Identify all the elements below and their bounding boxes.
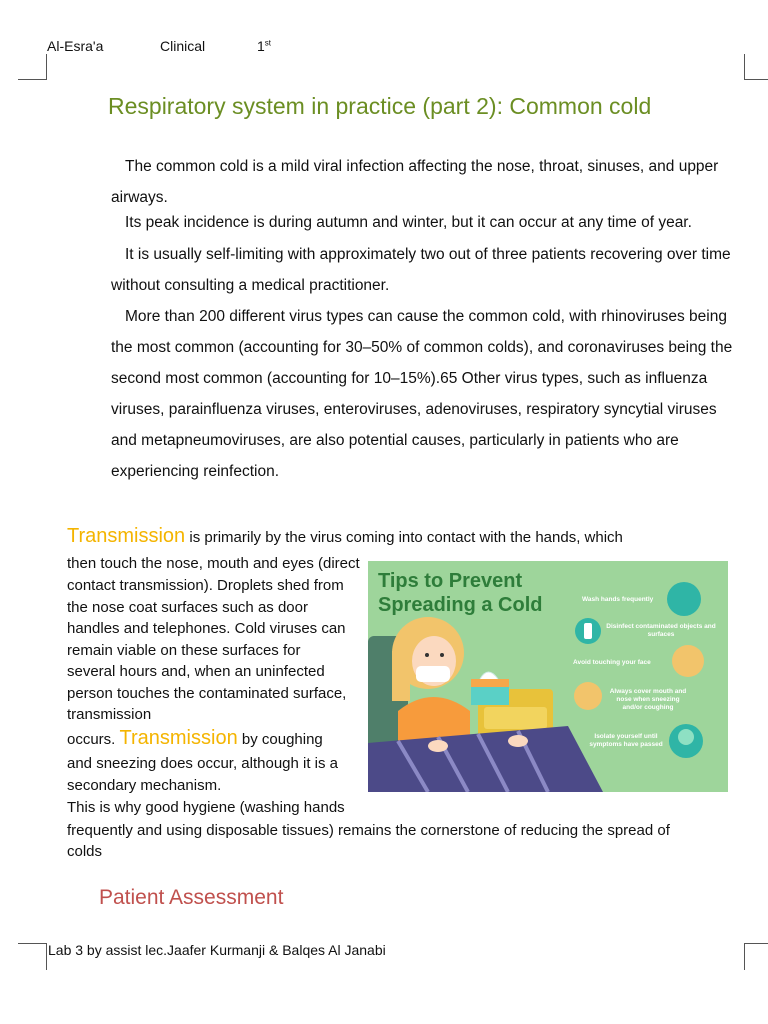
- hygiene-line-2: frequently and using disposable tissues) remains the cornerstone of reducing the spread of: [67, 822, 670, 839]
- hygiene-line-3: colds: [67, 843, 103, 860]
- transmission-keyword-2: Transmission: [119, 727, 238, 749]
- transmission-line-2: then touch the nose, mouth and eyes (direct: [67, 555, 360, 572]
- infographic-title: [378, 569, 542, 617]
- touch-face-icon: [672, 645, 704, 677]
- crop-mark: [744, 943, 745, 970]
- tip-1: Wash hands frequently: [582, 596, 654, 603]
- transmission-keyword: Transmission: [67, 525, 186, 547]
- crop-mark: [46, 54, 47, 80]
- transmission-body: contact transmission). Droplets shed from the nose coat surfaces such as door handles and telephones. Cold viruses can remain viable on these surfaces for several hours and, when an uninfected person touches the contaminated surface, transmission: [67, 577, 347, 723]
- crop-mark: [745, 943, 768, 944]
- tip-4: Always cover mouth and nose when sneezing and/or coughing: [609, 688, 687, 711]
- crop-mark: [18, 943, 46, 944]
- paragraph-1: The common cold is a mild viral infection affecting the nose, throat, sinuses, and upper airways.: [111, 158, 719, 206]
- transmission-line-1-text: is primarily by the virus coming into contact with the hands, which: [185, 529, 623, 546]
- infographic: [368, 561, 728, 792]
- hygiene-line-1: This is why good hygiene (washing hands: [67, 799, 345, 816]
- infographic-title-line-1: Tips to Prevent: [378, 570, 523, 592]
- tip-5: Isolate yourself until symptoms have passed: [589, 733, 663, 748]
- paragraph-4: More than 200 different virus types can cause the common cold, with rhinoviruses being the most common (accounting for 30–50% of common colds), and coronaviruses being the second most common (accounting for 10–15%).65 Other virus types, such as influenza viruses, parainfluenza viruses, enteroviruses, adenoviruses, respiratory syncytial viruses and metapneumoviruses, are also potential causes, particularly in patients who are experiencing reinfection.: [111, 308, 733, 480]
- by-coughing-text: by coughing: [237, 731, 323, 748]
- transmission-rest: and sneezing does occur, although it is a secondary mechanism.: [67, 755, 339, 794]
- crop-mark: [18, 79, 46, 80]
- tip-2: Disinfect contaminated objects and surfaces: [606, 623, 716, 638]
- transmission-line-1: [67, 526, 727, 549]
- page-title: Respiratory system in practice (part 2): Common cold: [108, 93, 652, 119]
- header-subject: Clinical: [160, 38, 206, 54]
- crop-mark: [744, 54, 745, 80]
- paragraph-3: It is usually self-limiting with approximately two out of three patients recovering over time without consulting a medical practitioner.: [111, 246, 731, 294]
- header-author: Al-Esra'a: [47, 38, 104, 54]
- tip-3: Avoid touching your face: [573, 659, 651, 666]
- cover-mouth-icon: [574, 682, 602, 710]
- transmission-line-occurs: [67, 728, 367, 751]
- crop-mark: [46, 943, 47, 970]
- section-heading-patient-assessment: Patient Assessment: [99, 886, 284, 909]
- page-footer: Lab 3 by assist lec.Jaafer Kurmanji & Balqes Al Janabi: [48, 942, 386, 958]
- paragraph-2: Its peak incidence is during autumn and winter, but it can occur at any time of year.: [125, 214, 692, 231]
- header-stage-number: 1: [257, 38, 265, 54]
- header-stage-sup: st: [264, 38, 272, 48]
- wash-hands-icon: [667, 582, 701, 616]
- intro-text: [111, 151, 741, 487]
- crop-mark: [745, 79, 768, 80]
- occurs-text: occurs.: [67, 731, 120, 748]
- header-stage: [257, 38, 271, 54]
- infographic-title-line-2: Spreading a Cold: [378, 594, 543, 616]
